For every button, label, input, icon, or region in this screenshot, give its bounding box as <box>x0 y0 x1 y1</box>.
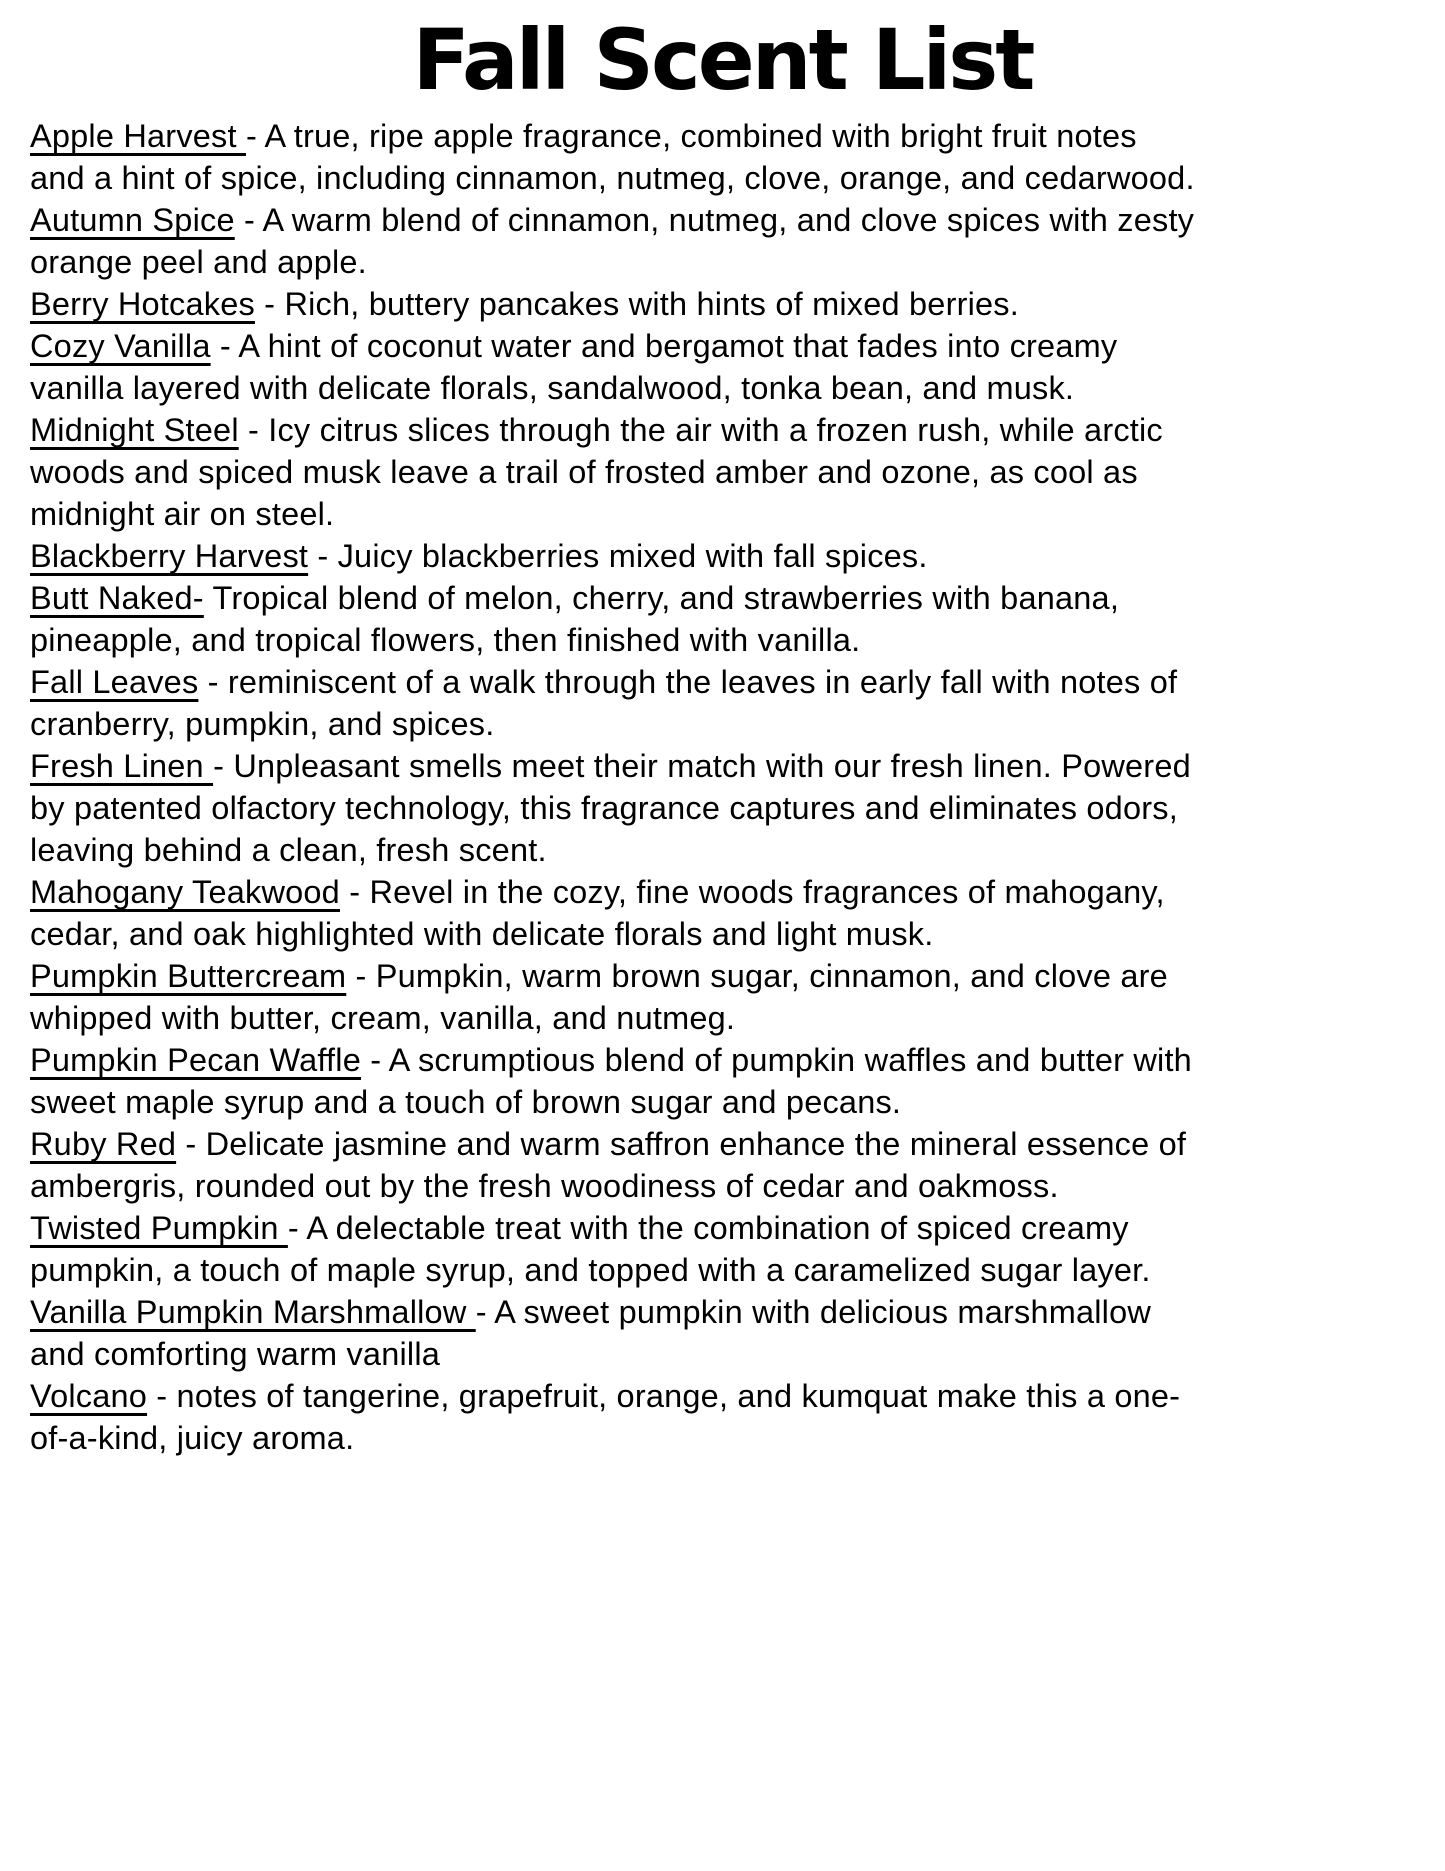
scent-description: A sweet pumpkin with delicious marshmallow and comforting warm vanilla <box>30 1294 1152 1373</box>
scent-name: Pumpkin Pecan Waffle <box>30 1042 361 1079</box>
scent-description: Tropical blend of melon, cherry, and strawberries with banana, pineapple, and tropical flowers, then finished with vanilla. <box>30 580 1120 659</box>
scent-name: Autumn Spice <box>30 202 235 239</box>
scent-description: Icy citrus slices through the air with a frozen rush, while arctic woods and spiced musk leave a trail of frosted amber and ozone, as cool as midnight air on steel. <box>30 412 1163 533</box>
scent-separator: - <box>254 286 285 323</box>
scent-name: Vanilla Pumpkin Marshmallow <box>30 1294 476 1331</box>
scent-entry <box>30 1123 1195 1207</box>
scent-description: notes of tangerine, grapefruit, orange, and kumquat make this a one-of-a-kind, juicy aroma. <box>30 1378 1181 1457</box>
scent-separator: - <box>339 874 370 911</box>
scent-description: Juicy blackberries mixed with fall spices. <box>337 538 928 575</box>
scent-separator: - <box>245 118 265 155</box>
scent-separator: - <box>210 328 239 365</box>
scent-name: Apple Harvest <box>30 118 246 155</box>
scent-separator: - <box>346 958 376 995</box>
scent-name: Midnight Steel <box>30 412 239 449</box>
scent-entry <box>30 955 1195 1039</box>
scent-separator: - <box>475 1294 495 1331</box>
scent-name: Berry Hotcakes <box>30 286 255 323</box>
scent-name: Fresh Linen <box>30 748 214 785</box>
scent-name: Ruby Red <box>30 1126 177 1163</box>
scent-separator: - <box>213 748 234 785</box>
scent-description: Unpleasant smells meet their match with our fresh linen. Powered by patented olfactory technology, this fragrance captures and eliminates odors, leaving behind a clean, fresh scent. <box>30 748 1191 869</box>
scent-separator: - <box>147 1378 177 1415</box>
scent-name: Blackberry Harvest <box>30 538 309 575</box>
scent-entry <box>30 325 1195 409</box>
scent-separator: - <box>287 1210 307 1247</box>
scent-name: Butt Naked- <box>30 580 204 617</box>
scent-entry <box>30 409 1195 535</box>
scent-description: A scrumptious blend of pumpkin waffles and butter with sweet maple syrup and a touch of brown sugar and pecans. <box>30 1042 1192 1121</box>
scent-separator: - <box>308 538 338 575</box>
scent-description: Revel in the cozy, fine woods fragrances of mahogany, cedar, and oak highlighted with delicate florals and light musk. <box>30 874 1165 953</box>
scent-entry <box>30 283 1195 325</box>
scent-name: Fall Leaves <box>30 664 199 701</box>
scent-entry <box>30 199 1195 283</box>
scent-name: Mahogany Teakwood <box>30 874 340 911</box>
scent-separator: - <box>238 412 269 449</box>
scent-description: Pumpkin, warm brown sugar, cinnamon, and clove are whipped with butter, cream, vanilla, and nutmeg. <box>30 958 1168 1037</box>
scent-description: A hint of coconut water and bergamot that fades into creamy vanilla layered with delicate florals, sandalwood, tonka bean, and musk. <box>30 328 1118 407</box>
scent-description: Rich, buttery pancakes with hints of mixed berries. <box>284 286 1019 323</box>
scent-description: A true, ripe apple fragrance, combined with bright fruit notes and a hint of spice, including cinnamon, nutmeg, clove, orange, and cedarwood. <box>30 118 1195 197</box>
scent-entry <box>30 1291 1195 1375</box>
scent-separator: - <box>360 1042 389 1079</box>
scent-name: Pumpkin Buttercream <box>30 958 347 995</box>
scent-description: reminiscent of a walk through the leaves in early fall with notes of cranberry, pumpkin, and spices. <box>30 664 1178 743</box>
scent-entry <box>30 577 1195 661</box>
scent-entry <box>30 1039 1195 1123</box>
scent-separator: - <box>198 664 228 701</box>
scent-entry <box>30 745 1195 871</box>
scent-separator: - <box>176 1126 206 1163</box>
scent-entry <box>30 535 1195 577</box>
scent-entry <box>30 871 1195 955</box>
scent-description: A delectable treat with the combination of spiced creamy pumpkin, a touch of maple syrup, and topped with a caramelized sugar layer. <box>30 1210 1151 1289</box>
scent-separator: - <box>234 202 263 239</box>
scent-name: Cozy Vanilla <box>30 328 211 365</box>
scent-list <box>0 111 1445 1459</box>
scent-entry <box>30 115 1195 199</box>
scent-entry <box>30 1207 1195 1291</box>
scent-description: Delicate jasmine and warm saffron enhance the mineral essence of ambergris, rounded out by the fresh woodiness of cedar and oakmoss. <box>30 1126 1187 1205</box>
scent-entry <box>30 661 1195 745</box>
scent-name: Volcano <box>30 1378 148 1415</box>
scent-description: A warm blend of cinnamon, nutmeg, and clove spices with zesty orange peel and apple. <box>30 202 1195 281</box>
scent-entry <box>30 1375 1195 1459</box>
scent-name: Twisted Pumpkin <box>30 1210 288 1247</box>
page-title: Fall Scent List <box>412 11 1033 109</box>
